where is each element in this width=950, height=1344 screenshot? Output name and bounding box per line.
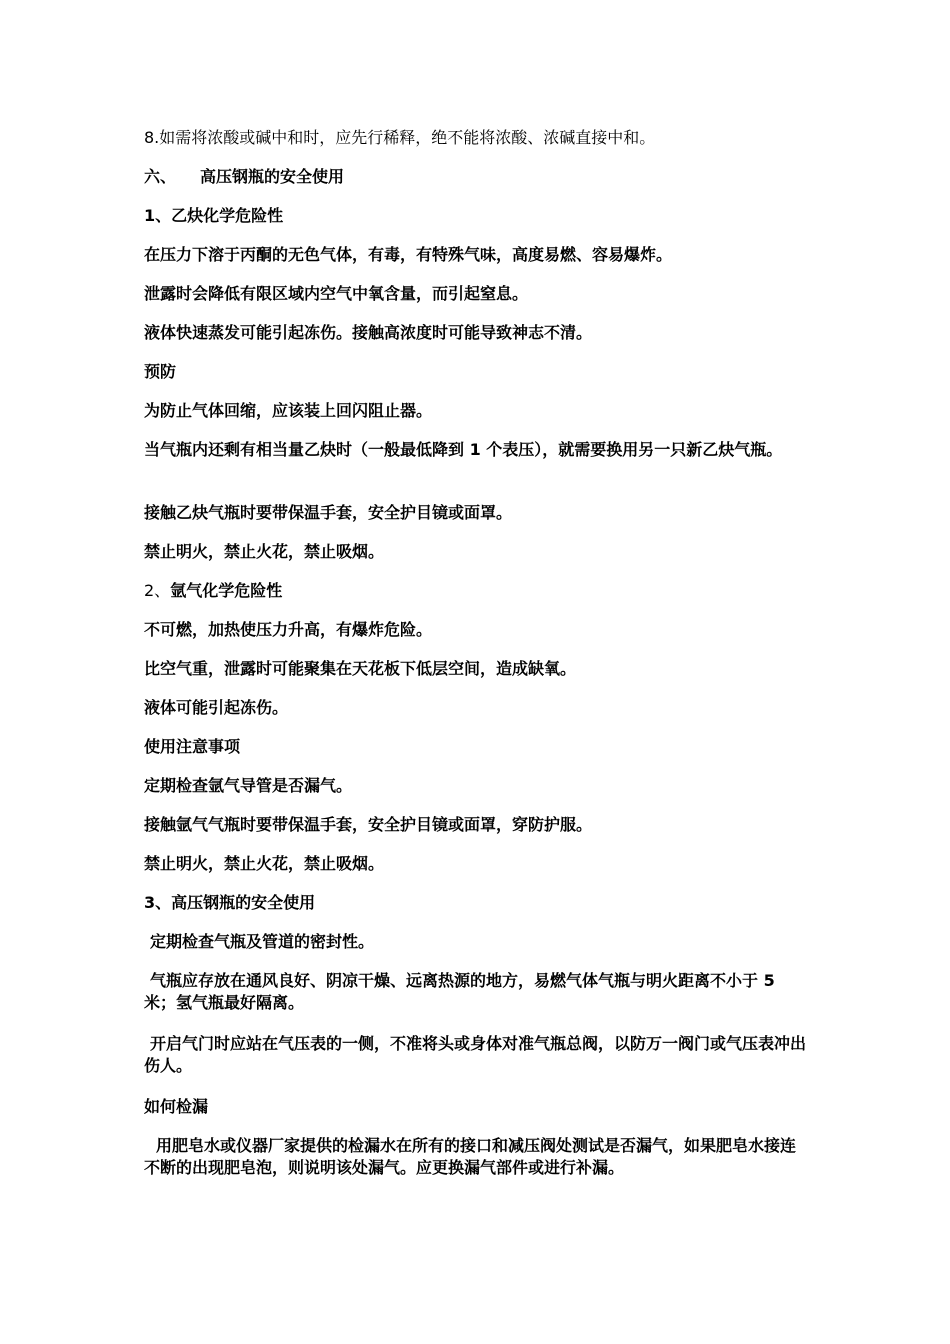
paragraph-argon-frostbite: 液体可能引起冻伤。: [144, 698, 289, 717]
subheading-prevention: 预防: [144, 362, 177, 381]
subheading-cylinder-safety: 3、高压钢瓶的安全使用: [144, 893, 316, 912]
paragraph-soap-test: 用肥皂水或仪器厂家提供的检漏水在所有的接口和减压阀处测试是否漏气，如果肥皂水接连不断的出现肥皂泡，则说明该处漏气。应更换漏气部件或进行补漏。: [144, 1136, 797, 1177]
paragraph-no-fire-2: 禁止明火，禁止火花，禁止吸烟。: [144, 854, 385, 873]
paragraph-flashback-arrestor: 为防止气体回缩，应该装上回闪阻止器。: [144, 401, 433, 420]
paragraph-no-fire-1: 禁止明火，禁止火花，禁止吸烟。: [144, 542, 385, 561]
subheading-leak-detection: 如何检漏: [144, 1097, 209, 1116]
paragraph-valve-opening: 开启气门时应站在气压表的一侧，不准将头或身体对准气瓶总阀，以防万一阀门或气压表冲出伤人。: [144, 1034, 807, 1075]
paragraph-acetylene-properties: 在压力下溶于丙酮的无色气体，有毒，有特殊气味，高度易燃、容易爆炸。: [144, 245, 673, 264]
section-number: 六、: [144, 167, 177, 186]
paragraph-cylinder-replacement: 当气瓶内还剩有相当量乙炔时（一般最低降到 1 个表压），就需要换用另一只新乙炔气瓶。: [144, 440, 783, 459]
subheading-text: 氩气化学危险性: [170, 581, 283, 600]
paragraph-seal-check: 定期检查气瓶及管道的密封性。: [150, 932, 375, 951]
paragraph-argon-heavier: 比空气重，泄露时可能聚集在天花板下低层空间，造成缺氧。: [144, 659, 577, 678]
paragraph-argon-hose-check: 定期检查氩气导管是否漏气。: [144, 776, 353, 795]
paragraph-acetylene-leak: 泄露时会降低有限区域内空气中氧含量，而引起窒息。: [144, 284, 529, 303]
paragraph-storage: 气瓶应存放在通风良好、阴凉干燥、远离热源的地方，易燃气体气瓶与明火距离不小于 5 米；氢气瓶最好隔离。: [144, 971, 775, 1012]
subheading-argon-hazard: [144, 580, 809, 602]
paragraph-acetylene-ppe: 接触乙炔气瓶时要带保温手套，安全护目镜或面罩。: [144, 503, 513, 522]
paragraph-argon-ppe: 接触氩气气瓶时要带保温手套，安全护目镜或面罩，穿防护服。: [144, 815, 593, 834]
paragraph-argon-pressure: 不可燃，加热使压力升高，有爆炸危险。: [144, 620, 433, 639]
subheading-usage-notes: 使用注意事项: [144, 737, 241, 756]
section-heading-six: [144, 166, 809, 188]
subheading-acetylene-hazard: 1、乙炔化学危险性: [144, 206, 284, 225]
paragraph-acetylene-frostbite: 液体快速蒸发可能引起冻伤。接触高浓度时可能导致神志不清。: [144, 323, 593, 342]
paragraph-neutralize-warning: 8.如需将浓酸或碱中和时，应先行稀释，绝不能将浓酸、浓碱直接中和。: [144, 128, 656, 147]
section-title: 高压钢瓶的安全使用: [200, 167, 345, 186]
subheading-number: 2、: [144, 581, 171, 600]
